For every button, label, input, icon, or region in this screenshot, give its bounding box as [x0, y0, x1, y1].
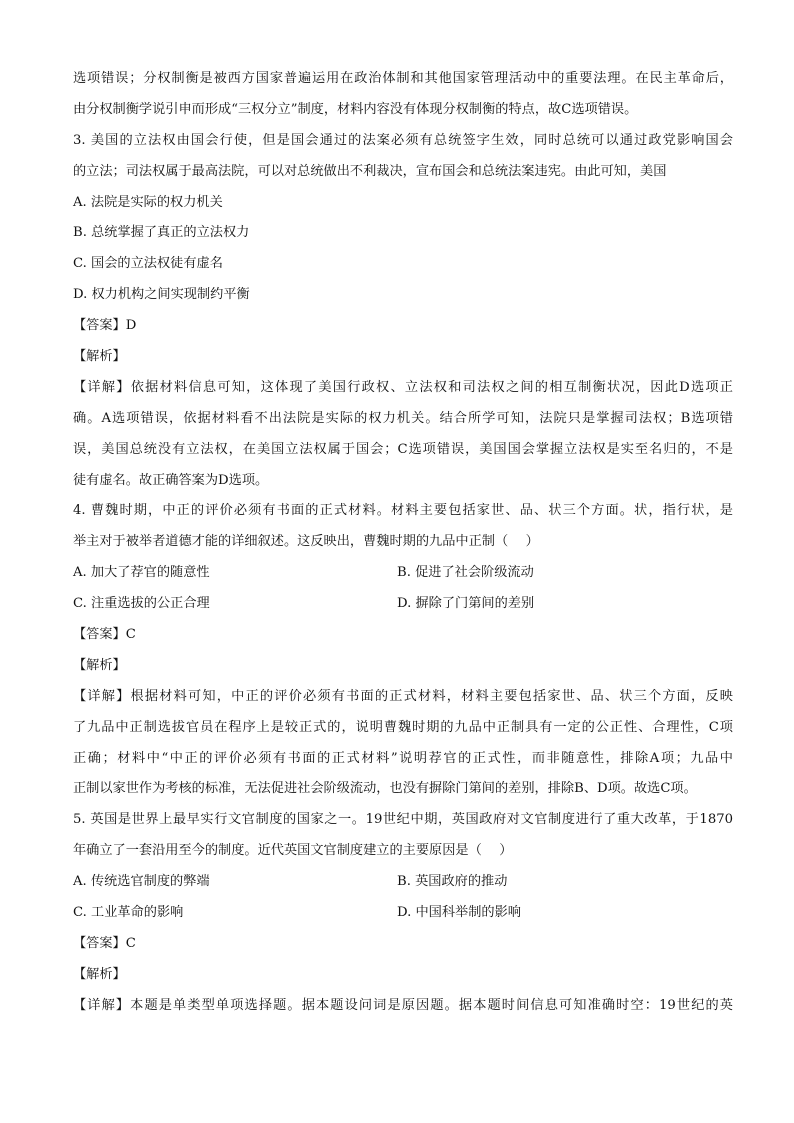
option-b: B. 英国政府的推动 — [397, 874, 508, 890]
option-b: B. 促进了社会阶级流动 — [397, 565, 534, 581]
detail-line: 正制以家世作为考核的标准，无法促进社会阶级流动，也没有摒除门第间的差别，排除B、D项。故选C项。 — [73, 781, 697, 797]
question-3-stem: 的立法；司法权属于最高法院，可以对总统做出不利裁决，宣布国会和总统法案违宪。由此可知，美国 — [73, 163, 667, 179]
option-d: D. 中国科举制的影响 — [397, 905, 521, 921]
answer-label: 【答案】D — [73, 318, 137, 334]
analysis-label: 【解析】 — [73, 657, 126, 673]
detail-line: 误，美国总统没有立法权，在美国立法权属于国会；C选项错误，美国国会掌握立法权是实至名归的，不是 — [73, 441, 733, 457]
detail-line: 了九品中正制选拔官员在程序上是较正式的，说明曹魏时期的九品中正制具有一定的公正性、合理性，C项 — [73, 719, 733, 735]
option-a: A. 传统选官制度的弊端 — [73, 874, 210, 890]
detail-line: 【详解】依据材料信息可知，这体现了美国行政权、立法权和司法权之间的相互制衡状况，因此D选项正 — [73, 379, 733, 395]
question-4-stem: 举主对于被举者道德才能的详细叙述。这反映出，曹魏时期的九品中正制（ ） — [73, 534, 539, 550]
option-c: C. 国会的立法权徒有虚名 — [73, 256, 223, 272]
options-row — [73, 589, 733, 620]
detail-line: 正确；材料中“中正的评价必须有书面的正式材料”说明荐官的正式性，而非随意性，排除A项；九品中 — [73, 750, 733, 766]
options-row — [73, 558, 733, 589]
analysis-label: 【解析】 — [73, 349, 126, 365]
detail-line: 确。A选项错误，依据材料看不出法院是实际的权力机关。结合所学可知，法院只是掌握司法权；B选项错 — [73, 410, 733, 426]
question-5-stem: 年确立了一套沿用至今的制度。近代英国文官制度建立的主要原因是（ ） — [73, 843, 513, 859]
option-b: B. 总统掌握了真正的立法权力 — [73, 225, 250, 241]
options-row — [73, 867, 733, 898]
detail-line: 【详解】本题是单类型单项选择题。据本题设问词是原因题。据本题时间信息可知准确时空：19世纪的英 — [73, 997, 733, 1013]
document-page — [73, 64, 733, 1022]
option-a: A. 加大了荐官的随意性 — [73, 565, 210, 581]
option-d: D. 权力机构之间实现制约平衡 — [73, 287, 250, 303]
detail-line: 【详解】根据材料可知，中正的评价必须有书面的正式材料，材料主要包括家世、品、状三个方面，反映 — [73, 688, 733, 704]
option-a: A. 法院是实际的权力机关 — [73, 194, 223, 210]
answer-label: 【答案】C — [73, 935, 136, 951]
answer-label: 【答案】C — [73, 627, 136, 643]
question-4-stem: 4. 曹魏时期，中正的评价必须有书面的正式材料。材料主要包括家世、品、状三个方面。状，指行状，是 — [73, 503, 733, 519]
question-3-stem: 3. 美国的立法权由国会行使，但是国会通过的法案必须有总统签字生效，同时总统可以通过政党影响国会 — [73, 132, 733, 148]
paragraph-line: 选项错误；分权制衡是被西方国家普遍运用在政治体制和其他国家管理活动中的重要法理。在民主革命后， — [73, 71, 733, 86]
option-d: D. 摒除了门第间的差别 — [397, 596, 535, 612]
options-row — [73, 898, 733, 929]
option-c: C. 工业革命的影响 — [73, 905, 184, 921]
question-5-stem: 5. 英国是世界上最早实行文官制度的国家之一。19世纪中期，英国政府对文官制度进行了重大改革，于1870 — [73, 812, 733, 828]
option-c: C. 注重选拔的公正合理 — [73, 596, 210, 612]
detail-line: 徒有虚名。故正确答案为D选项。 — [73, 472, 269, 488]
analysis-label: 【解析】 — [73, 966, 126, 982]
paragraph-line: 由分权制衡学说引申而形成“三权分立”制度，材料内容没有体现分权制衡的特点，故C选项错误。 — [73, 101, 638, 117]
